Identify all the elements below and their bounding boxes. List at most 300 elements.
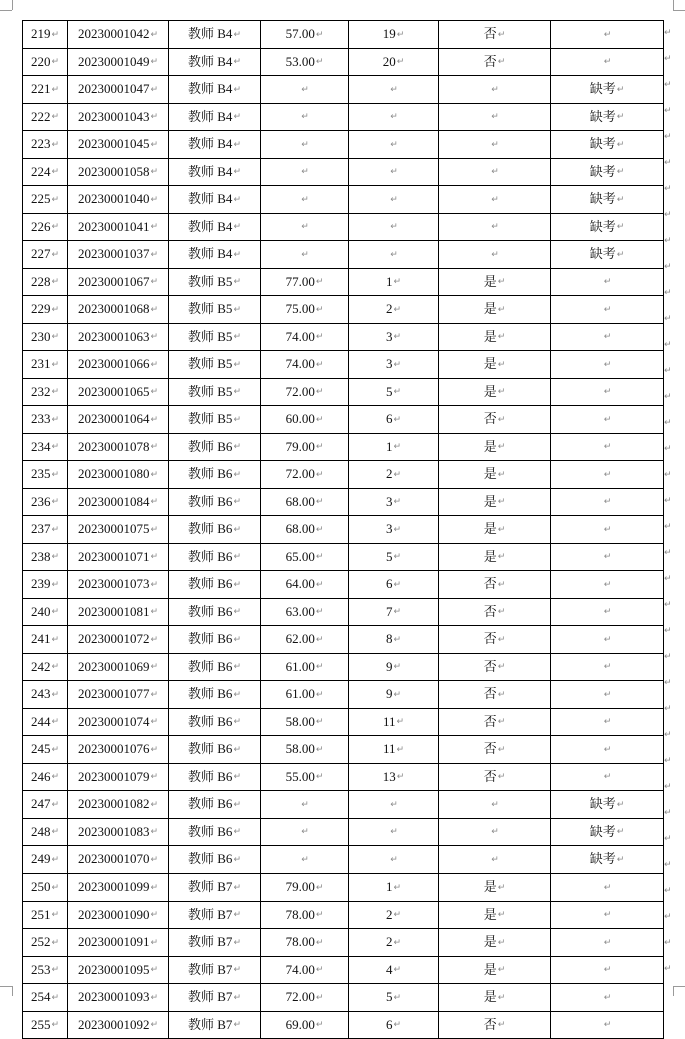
cell-serial-number-text: 230 bbox=[30, 328, 51, 344]
paragraph-mark-icon: ↵ bbox=[603, 359, 612, 370]
row-end-mark-icon: ↵ bbox=[664, 730, 672, 740]
paragraph-mark-icon: ↵ bbox=[233, 634, 241, 645]
paragraph-mark-icon: ↵ bbox=[616, 799, 625, 810]
cell-score bbox=[261, 488, 349, 516]
cell-advance bbox=[439, 433, 551, 461]
cell-score bbox=[261, 433, 349, 461]
paragraph-mark-icon: ↵ bbox=[150, 772, 159, 783]
cell-score bbox=[261, 901, 349, 929]
cell-exam-id-text: 20230001043 bbox=[77, 108, 150, 124]
cell-score-text: 74.00 bbox=[285, 356, 315, 372]
row-end-mark-icon: ↵ bbox=[664, 470, 672, 480]
paragraph-mark-icon: ↵ bbox=[51, 524, 60, 535]
paragraph-mark-icon: ↵ bbox=[233, 662, 241, 673]
paragraph-mark-icon: ↵ bbox=[233, 304, 241, 315]
cell-remark bbox=[551, 818, 664, 846]
cell-serial-number bbox=[23, 626, 68, 654]
cell-score-text: 65.00 bbox=[285, 548, 315, 564]
cell-exam-id-text: 20230001081 bbox=[77, 603, 150, 619]
paragraph-mark-icon: ↵ bbox=[497, 332, 506, 343]
cell-advance bbox=[439, 241, 551, 269]
cell-score-text: 69.00 bbox=[285, 1016, 315, 1032]
paragraph-mark-icon: ↵ bbox=[393, 552, 402, 563]
paragraph-mark-icon: ↵ bbox=[233, 827, 241, 838]
table-row bbox=[23, 708, 664, 736]
cell-serial-number-text: 235 bbox=[30, 466, 51, 482]
row-end-mark-icon: ↵ bbox=[664, 860, 672, 870]
paragraph-mark-icon: ↵ bbox=[315, 57, 324, 68]
cell-exam-id-text: 20230001079 bbox=[77, 768, 150, 784]
paragraph-mark-icon: ↵ bbox=[233, 937, 241, 948]
table-row bbox=[23, 736, 664, 764]
cell-score bbox=[261, 571, 349, 599]
cell-serial-number bbox=[23, 901, 68, 929]
cell-serial-number-text: 238 bbox=[30, 548, 51, 564]
cell-score bbox=[261, 461, 349, 489]
cell-serial-number bbox=[23, 984, 68, 1012]
cell-exam-id bbox=[68, 571, 169, 599]
cell-advance bbox=[439, 929, 551, 957]
table-row bbox=[23, 543, 664, 571]
cell-position-text: 教师 B4 bbox=[188, 218, 233, 234]
paragraph-mark-icon: ↵ bbox=[393, 359, 402, 370]
paragraph-mark-icon: ↵ bbox=[491, 139, 499, 150]
cell-exam-id-text: 20230001073 bbox=[77, 576, 150, 592]
cell-rank bbox=[349, 323, 439, 351]
cell-remark bbox=[551, 433, 664, 461]
cell-serial-number bbox=[23, 406, 68, 434]
cell-advance-text: 是 bbox=[483, 383, 497, 399]
paragraph-mark-icon: ↵ bbox=[233, 442, 241, 453]
cell-position-text: 教师 B6 bbox=[188, 438, 233, 454]
paragraph-mark-icon: ↵ bbox=[396, 29, 405, 40]
row-end-mark-icon: ↵ bbox=[664, 106, 672, 116]
cell-exam-id bbox=[68, 653, 169, 681]
cell-remark-text: 缺考 bbox=[589, 108, 616, 124]
paragraph-mark-icon: ↵ bbox=[51, 579, 60, 590]
table-row bbox=[23, 763, 664, 791]
cell-exam-id-text: 20230001076 bbox=[77, 741, 150, 757]
paragraph-mark-icon: ↵ bbox=[150, 84, 159, 95]
paragraph-mark-icon: ↵ bbox=[393, 387, 402, 398]
cell-position bbox=[169, 213, 261, 241]
cell-score bbox=[261, 76, 349, 104]
cell-exam-id-text: 20230001075 bbox=[77, 521, 150, 537]
paragraph-mark-icon: ↵ bbox=[150, 937, 159, 948]
cell-position bbox=[169, 268, 261, 296]
cell-position bbox=[169, 846, 261, 874]
cell-score bbox=[261, 626, 349, 654]
cell-rank bbox=[349, 571, 439, 599]
cell-position bbox=[169, 763, 261, 791]
cell-exam-id-text: 20230001082 bbox=[77, 796, 150, 812]
row-end-mark-icon: ↵ bbox=[664, 678, 672, 688]
cell-score-text: 72.00 bbox=[285, 989, 315, 1005]
cell-serial-number-text: 251 bbox=[30, 906, 51, 922]
cell-serial-number-text: 227 bbox=[30, 246, 51, 262]
paragraph-mark-icon: ↵ bbox=[51, 799, 60, 810]
paragraph-mark-icon: ↵ bbox=[393, 579, 402, 590]
cell-advance bbox=[439, 736, 551, 764]
paragraph-mark-icon: ↵ bbox=[233, 139, 241, 150]
paragraph-mark-icon: ↵ bbox=[603, 277, 612, 288]
cell-remark bbox=[551, 516, 664, 544]
paragraph-mark-icon: ↵ bbox=[390, 84, 398, 95]
cell-position-text: 教师 B5 bbox=[188, 383, 233, 399]
cell-exam-id bbox=[68, 131, 169, 159]
cell-rank-text: 11 bbox=[382, 713, 396, 729]
paragraph-mark-icon: ↵ bbox=[603, 552, 612, 563]
paragraph-mark-icon: ↵ bbox=[150, 469, 159, 480]
cell-score bbox=[261, 323, 349, 351]
paragraph-mark-icon: ↵ bbox=[603, 634, 612, 645]
cell-advance-text: 否 bbox=[483, 741, 497, 757]
paragraph-mark-icon: ↵ bbox=[491, 827, 499, 838]
cell-advance-text: 否 bbox=[483, 631, 497, 647]
cell-advance bbox=[439, 323, 551, 351]
cell-rank bbox=[349, 543, 439, 571]
cell-position bbox=[169, 433, 261, 461]
table-row bbox=[23, 598, 664, 626]
paragraph-mark-icon: ↵ bbox=[396, 744, 405, 755]
cell-score bbox=[261, 736, 349, 764]
cell-rank bbox=[349, 351, 439, 379]
cell-advance bbox=[439, 598, 551, 626]
cell-score-text: 64.00 bbox=[285, 576, 315, 592]
table-row bbox=[23, 956, 664, 984]
cell-exam-id-text: 20230001058 bbox=[77, 163, 150, 179]
cell-remark bbox=[551, 571, 664, 599]
paragraph-mark-icon: ↵ bbox=[233, 552, 241, 563]
cell-exam-id-text: 20230001072 bbox=[77, 631, 150, 647]
cell-advance bbox=[439, 406, 551, 434]
cell-serial-number bbox=[23, 1011, 68, 1039]
table-row bbox=[23, 158, 664, 186]
cell-score-text: 58.00 bbox=[285, 713, 315, 729]
paragraph-mark-icon: ↵ bbox=[616, 194, 625, 205]
cell-score bbox=[261, 213, 349, 241]
cell-rank bbox=[349, 818, 439, 846]
paragraph-mark-icon: ↵ bbox=[233, 469, 241, 480]
paragraph-mark-icon: ↵ bbox=[491, 84, 499, 95]
paragraph-mark-icon: ↵ bbox=[315, 744, 324, 755]
cell-remark bbox=[551, 213, 664, 241]
cell-position bbox=[169, 626, 261, 654]
cell-position bbox=[169, 571, 261, 599]
table-row bbox=[23, 213, 664, 241]
cell-score bbox=[261, 543, 349, 571]
paragraph-mark-icon: ↵ bbox=[51, 552, 60, 563]
cell-advance-text: 是 bbox=[483, 961, 497, 977]
cell-advance bbox=[439, 516, 551, 544]
cell-score bbox=[261, 406, 349, 434]
paragraph-mark-icon: ↵ bbox=[301, 139, 309, 150]
table-row bbox=[23, 791, 664, 819]
cell-exam-id bbox=[68, 268, 169, 296]
paragraph-mark-icon: ↵ bbox=[315, 277, 324, 288]
cell-position-text: 教师 B6 bbox=[188, 823, 233, 839]
paragraph-mark-icon: ↵ bbox=[315, 1020, 324, 1031]
cell-serial-number bbox=[23, 241, 68, 269]
paragraph-mark-icon: ↵ bbox=[233, 57, 241, 68]
paragraph-mark-icon: ↵ bbox=[150, 744, 159, 755]
cell-position bbox=[169, 378, 261, 406]
cell-score-text: 62.00 bbox=[285, 631, 315, 647]
paragraph-mark-icon: ↵ bbox=[51, 139, 60, 150]
cell-remark bbox=[551, 708, 664, 736]
cell-position-text: 教师 B5 bbox=[188, 301, 233, 317]
cell-rank bbox=[349, 956, 439, 984]
paragraph-mark-icon: ↵ bbox=[603, 1020, 612, 1031]
table-row bbox=[23, 846, 664, 874]
cell-position bbox=[169, 598, 261, 626]
cell-position bbox=[169, 323, 261, 351]
paragraph-mark-icon: ↵ bbox=[233, 359, 241, 370]
paragraph-mark-icon: ↵ bbox=[603, 937, 612, 948]
cell-serial-number-text: 240 bbox=[30, 603, 51, 619]
cell-remark-text: 缺考 bbox=[589, 851, 616, 867]
cell-serial-number-text: 236 bbox=[30, 493, 51, 509]
cell-rank bbox=[349, 984, 439, 1012]
cell-exam-id bbox=[68, 929, 169, 957]
cell-remark bbox=[551, 351, 664, 379]
cell-exam-id-text: 20230001041 bbox=[77, 218, 150, 234]
cell-serial-number bbox=[23, 571, 68, 599]
cell-remark bbox=[551, 76, 664, 104]
cell-rank-text: 2 bbox=[385, 906, 393, 922]
cell-rank-text: 4 bbox=[385, 961, 393, 977]
cell-score bbox=[261, 984, 349, 1012]
cell-score bbox=[261, 956, 349, 984]
cell-serial-number bbox=[23, 186, 68, 214]
cell-advance bbox=[439, 653, 551, 681]
table-row bbox=[23, 48, 664, 76]
paragraph-mark-icon: ↵ bbox=[150, 387, 159, 398]
cell-position-text: 教师 B5 bbox=[188, 411, 233, 427]
paragraph-mark-icon: ↵ bbox=[150, 359, 159, 370]
cell-advance bbox=[439, 873, 551, 901]
cell-rank bbox=[349, 461, 439, 489]
cell-exam-id-text: 20230001092 bbox=[77, 1016, 150, 1032]
cell-position-text: 教师 B6 bbox=[188, 493, 233, 509]
row-end-mark-icon: ↵ bbox=[664, 80, 672, 90]
paragraph-mark-icon: ↵ bbox=[315, 524, 324, 535]
cell-exam-id bbox=[68, 708, 169, 736]
cell-rank-text: 9 bbox=[385, 658, 393, 674]
paragraph-mark-icon: ↵ bbox=[616, 167, 625, 178]
cell-position-text: 教师 B6 bbox=[188, 521, 233, 537]
cell-exam-id bbox=[68, 433, 169, 461]
cell-exam-id-text: 20230001071 bbox=[77, 548, 150, 564]
cell-advance bbox=[439, 984, 551, 1012]
paragraph-mark-icon: ↵ bbox=[497, 552, 506, 563]
cell-position-text: 教师 B5 bbox=[188, 356, 233, 372]
paragraph-mark-icon: ↵ bbox=[51, 689, 60, 700]
results-table bbox=[22, 20, 664, 1039]
cell-serial-number-text: 228 bbox=[30, 273, 51, 289]
row-end-mark-icon: ↵ bbox=[664, 392, 672, 402]
cell-serial-number bbox=[23, 158, 68, 186]
cell-serial-number-text: 219 bbox=[30, 26, 51, 41]
paragraph-mark-icon: ↵ bbox=[315, 579, 324, 590]
paragraph-mark-icon: ↵ bbox=[603, 579, 612, 590]
cell-rank-text: 1 bbox=[385, 273, 393, 289]
paragraph-mark-icon: ↵ bbox=[491, 249, 499, 260]
paragraph-mark-icon: ↵ bbox=[301, 84, 309, 95]
paragraph-mark-icon: ↵ bbox=[396, 717, 405, 728]
paragraph-mark-icon: ↵ bbox=[150, 222, 159, 233]
cell-rank bbox=[349, 378, 439, 406]
cell-advance bbox=[439, 48, 551, 76]
cell-rank bbox=[349, 158, 439, 186]
cell-advance bbox=[439, 901, 551, 929]
paragraph-mark-icon: ↵ bbox=[51, 442, 60, 453]
cell-position-text: 教师 B7 bbox=[188, 1016, 233, 1032]
paragraph-mark-icon: ↵ bbox=[51, 772, 60, 783]
paragraph-mark-icon: ↵ bbox=[150, 139, 159, 150]
paragraph-mark-icon: ↵ bbox=[51, 194, 60, 205]
paragraph-mark-icon: ↵ bbox=[315, 332, 324, 343]
cell-serial-number-text: 226 bbox=[30, 218, 51, 234]
row-end-mark-icon: ↵ bbox=[664, 184, 672, 194]
paragraph-mark-icon: ↵ bbox=[616, 827, 625, 838]
cell-score bbox=[261, 846, 349, 874]
paragraph-mark-icon: ↵ bbox=[51, 662, 60, 673]
paragraph-mark-icon: ↵ bbox=[315, 387, 324, 398]
cell-score bbox=[261, 791, 349, 819]
paragraph-mark-icon: ↵ bbox=[497, 882, 506, 893]
cell-exam-id bbox=[68, 543, 169, 571]
cell-score bbox=[261, 653, 349, 681]
table-row bbox=[23, 103, 664, 131]
cell-advance-text: 是 bbox=[483, 906, 497, 922]
row-end-mark-icon: ↵ bbox=[664, 626, 672, 636]
cell-rank-text: 7 bbox=[385, 603, 393, 619]
cell-remark bbox=[551, 598, 664, 626]
cell-remark bbox=[551, 653, 664, 681]
paragraph-mark-icon: ↵ bbox=[51, 965, 60, 976]
paragraph-mark-icon: ↵ bbox=[603, 744, 612, 755]
cell-position bbox=[169, 653, 261, 681]
cell-serial-number-text: 224 bbox=[30, 163, 51, 179]
cell-exam-id-text: 20230001091 bbox=[77, 934, 150, 950]
cell-rank-text: 5 bbox=[385, 548, 393, 564]
cell-score-text: 55.00 bbox=[285, 768, 315, 784]
paragraph-mark-icon: ↵ bbox=[233, 744, 241, 755]
row-end-mark-icon: ↵ bbox=[664, 548, 672, 558]
row-end-mark-icon: ↵ bbox=[664, 600, 672, 610]
cell-serial-number bbox=[23, 48, 68, 76]
table-row bbox=[23, 516, 664, 544]
cell-remark bbox=[551, 901, 664, 929]
paragraph-mark-icon: ↵ bbox=[315, 992, 324, 1003]
cell-rank-text: 11 bbox=[382, 741, 396, 757]
cell-remark bbox=[551, 21, 664, 49]
paragraph-mark-icon: ↵ bbox=[393, 882, 402, 893]
cell-advance bbox=[439, 956, 551, 984]
cell-exam-id-text: 20230001083 bbox=[77, 823, 150, 839]
table-row bbox=[23, 21, 664, 49]
paragraph-mark-icon: ↵ bbox=[603, 442, 612, 453]
cell-exam-id bbox=[68, 846, 169, 874]
cell-position bbox=[169, 736, 261, 764]
cell-score bbox=[261, 103, 349, 131]
row-end-mark-icon: ↵ bbox=[664, 132, 672, 142]
paragraph-mark-icon: ↵ bbox=[233, 414, 241, 425]
cell-advance-text: 是 bbox=[483, 878, 497, 894]
cell-remark bbox=[551, 873, 664, 901]
cell-score bbox=[261, 378, 349, 406]
paragraph-mark-icon: ↵ bbox=[233, 84, 241, 95]
cell-position-text: 教师 B6 bbox=[188, 548, 233, 564]
paragraph-mark-icon: ↵ bbox=[51, 910, 60, 921]
cell-remark-text: 缺考 bbox=[589, 136, 616, 152]
cell-rank bbox=[349, 131, 439, 159]
cell-position-text: 教师 B6 bbox=[188, 713, 233, 729]
paragraph-mark-icon: ↵ bbox=[603, 387, 612, 398]
table-row bbox=[23, 131, 664, 159]
row-end-mark-icon: ↵ bbox=[664, 314, 672, 324]
cell-score bbox=[261, 241, 349, 269]
table-row bbox=[23, 873, 664, 901]
cell-remark bbox=[551, 461, 664, 489]
table-row bbox=[23, 571, 664, 599]
cell-serial-number bbox=[23, 103, 68, 131]
cell-remark bbox=[551, 186, 664, 214]
row-end-mark-icon: ↵ bbox=[664, 340, 672, 350]
cell-rank bbox=[349, 708, 439, 736]
cell-serial-number-text: 244 bbox=[30, 713, 51, 729]
paragraph-mark-icon: ↵ bbox=[315, 29, 324, 40]
paragraph-mark-icon: ↵ bbox=[393, 304, 402, 315]
paragraph-mark-icon: ↵ bbox=[301, 194, 309, 205]
paragraph-mark-icon: ↵ bbox=[390, 139, 398, 150]
cell-position bbox=[169, 681, 261, 709]
cell-rank bbox=[349, 653, 439, 681]
cell-serial-number-text: 239 bbox=[30, 576, 51, 592]
cell-rank-text: 2 bbox=[385, 301, 393, 317]
cell-rank bbox=[349, 516, 439, 544]
cell-advance-text: 否 bbox=[483, 53, 497, 69]
cell-advance bbox=[439, 461, 551, 489]
cell-position-text: 教师 B4 bbox=[188, 81, 233, 97]
cell-position bbox=[169, 873, 261, 901]
cell-rank bbox=[349, 929, 439, 957]
paragraph-mark-icon: ↵ bbox=[150, 249, 159, 260]
cell-rank-text: 6 bbox=[385, 411, 393, 427]
cell-position-text: 教师 B4 bbox=[188, 191, 233, 207]
cell-remark bbox=[551, 1011, 664, 1039]
cell-remark-text: 缺考 bbox=[589, 191, 616, 207]
cell-exam-id bbox=[68, 763, 169, 791]
cell-score bbox=[261, 48, 349, 76]
table-row bbox=[23, 351, 664, 379]
cell-exam-id-text: 20230001068 bbox=[77, 301, 150, 317]
paragraph-mark-icon: ↵ bbox=[301, 799, 309, 810]
paragraph-mark-icon: ↵ bbox=[497, 29, 506, 40]
cell-serial-number-text: 220 bbox=[30, 53, 51, 69]
paragraph-mark-icon: ↵ bbox=[51, 222, 60, 233]
cell-serial-number bbox=[23, 488, 68, 516]
paragraph-mark-icon: ↵ bbox=[497, 992, 506, 1003]
cell-exam-id bbox=[68, 186, 169, 214]
table-row bbox=[23, 653, 664, 681]
cell-exam-id-text: 20230001037 bbox=[77, 246, 150, 262]
paragraph-mark-icon: ↵ bbox=[233, 882, 241, 893]
paragraph-mark-icon: ↵ bbox=[390, 194, 398, 205]
cell-position-text: 教师 B6 bbox=[188, 631, 233, 647]
cell-remark-text: 缺考 bbox=[589, 163, 616, 179]
